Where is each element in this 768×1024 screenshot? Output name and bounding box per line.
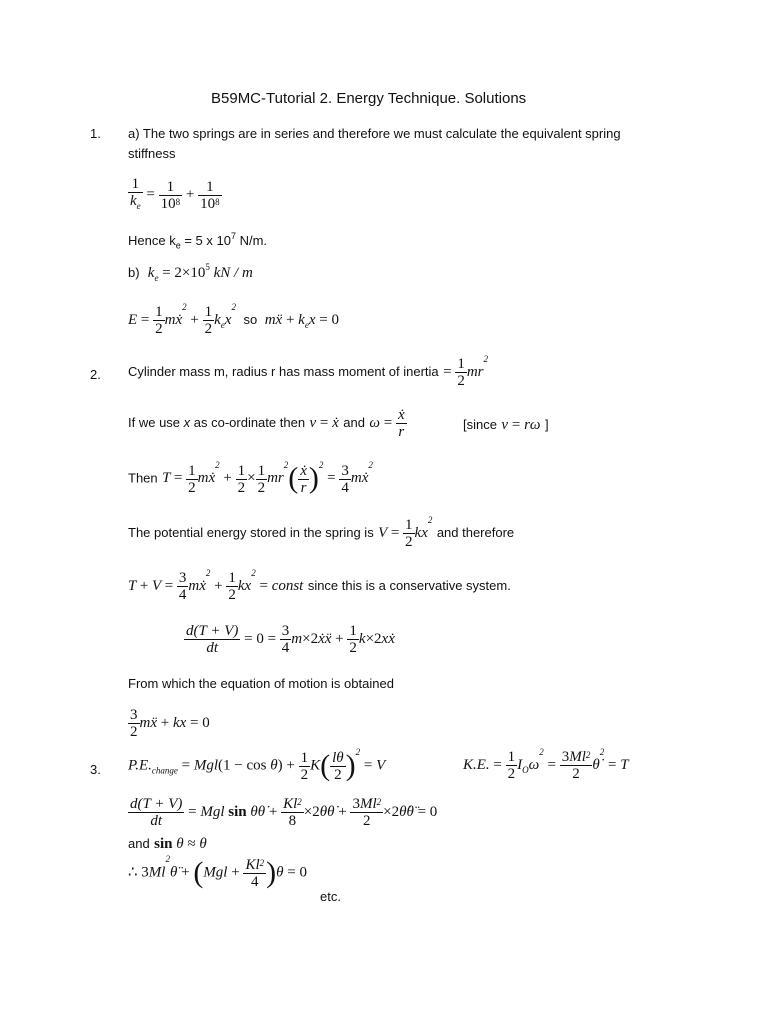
q2-kinetic-energy: Then T = $\frac{1}{2}$ mẋ$^2$ + $\frac{1}{2}$ × $\frac{1}{2}$ $mr^2$( $\frac{\text{ẋ}}{r}$ )$^2$ = $\frac{3}{4}$ mẋ$^2$ [128,460,373,496]
q3-derivative: $\frac{d(T + V)}{dt}$ = Mgl sin θθ̇ + $\frac{Kl^2}{8}$ ×2θθ̇ + $\frac{3Ml^2}{2}$ ×2θ̇θ̈ = 0 [130,796,438,829]
q2-potential-energy: The potential energy stored in the spring is V = $\frac{1}{2}$ $kx^2$ and therefore [128,515,515,550]
q3-small-angle: and sin θ ≈ θ [128,836,207,852]
q3-etc: etc. [320,889,341,904]
q2-from-which: From which the equation of motion is obtained [128,676,394,691]
equation-energy: E = $\frac{1}{2}$ mẋ$^2$ + $\frac{1}{2}$ $k_ex^2$ so mẍ + $k_ex = 0$ [128,302,339,337]
question-1-number: 1. [90,126,101,141]
q1-hence-result: Hence $k_e = 5$ x $10^7$ N/m. [128,231,268,251]
q2-coordinate-line: If we use x as co-ordinate then v = ẋ and ω = $\frac{\text{ẋ}}{r}$ [128,407,405,440]
q1-part-a-line2: stiffness [128,146,176,161]
q2-inertia-line: Cylinder mass m, radius r has mass moment of inertia = $\frac{1}{2}$ $mr^2$ [128,354,488,389]
q3-potential-energy: $P.E._{change} = Mgl(1 - \cos \theta)$ + $\frac{1}{2}$ K( $\frac{l\theta}{2}$ )$^2$ = V [128,747,386,783]
q1-so-word: so [243,311,258,327]
question-2-number: 2. [90,367,101,382]
q1-part-a-line1: a) The two springs are in series and therefore we must calculate the equivalent spring [128,126,621,141]
equation-series-springs: $\frac{1}{k_e}$ = $\frac{1}{10^8}$ + $\frac{1}{10^8}$ [130,176,220,212]
q3-kinetic-energy: K.E. = $\frac{1}{2}$ $I_O\omega^2$ = $\frac{3Ml^2}{2}$ θ̇$^2$ = T [463,747,629,782]
q3-equation-of-motion: ∴ $3Ml^2\thetä + (Mgl$ + $\frac{Kl^2}{4}$ )θ = 0 [128,854,307,890]
q2-line1: Cylinder mass m, radius r has mass moment of inertia [128,363,439,379]
q2-since-note: [since v = rω ] [463,417,549,433]
q2-equation-of-motion: $\frac{3}{2}$ mẍ + kx = 0 [130,707,210,740]
question-3-number: 3. [90,762,101,777]
q2-conservation: T + V = $\frac{3}{4}$ mẋ$^2$ + $\frac{1}{2}$ $kx^2$ = const since this is a conservative system. [128,568,511,603]
q1-part-b: b) $k_e = 2\times 10^5$ kN / m [128,262,253,283]
page-title: B59MC-Tutorial 2. Energy Technique. Solutions [211,90,527,107]
q1-part-b-label: b) [128,265,140,280]
q2-derivative: $\frac{d(T + V)}{dt}$ = 0 = $\frac{3}{4}$ m×2ẋẍ + $\frac{1}{2}$ k×2xẋ [186,623,395,656]
